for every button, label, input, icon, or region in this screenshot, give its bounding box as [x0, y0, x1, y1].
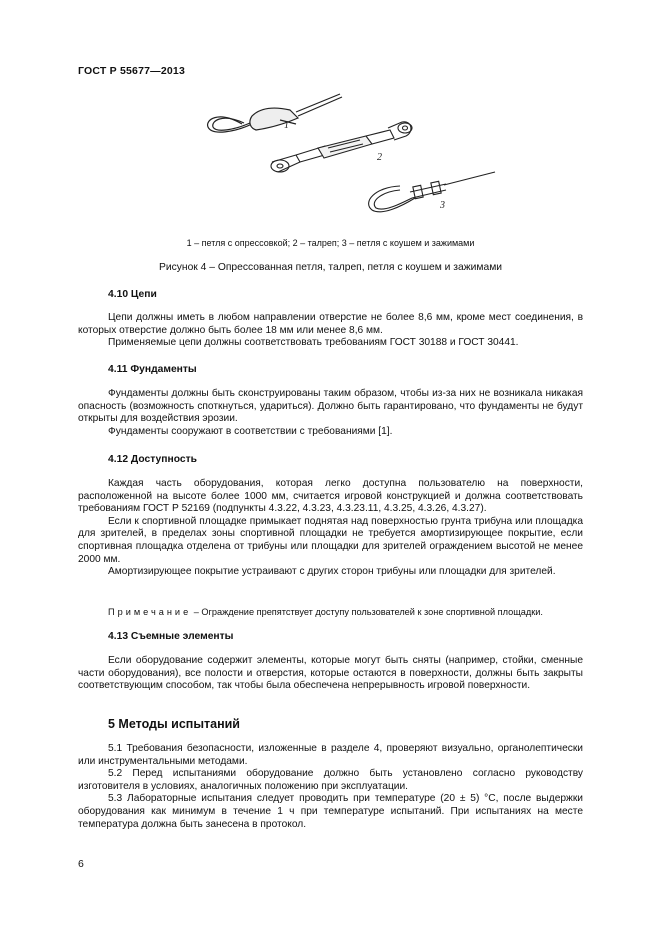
- figure-label-1: 1: [284, 120, 289, 131]
- section-title-4-10: 4.10 Цепи: [108, 289, 157, 300]
- paragraph: Если к спортивной площадке примыкает поднятая над поверхностью грунта трибуна или площадка для зрителей, в пределах зоны спортивной площадки не требуется амортизирующее покрытие, если спортивная площадка отделена от трибуны или площадки для зрителей ограждением высотой не менее 2000 мм.: [78, 515, 583, 565]
- section-title-4-13: 4.13 Съемные элементы: [108, 631, 234, 642]
- section-body-4-10: [78, 312, 583, 350]
- section-title-4-11: 4.11 Фундаменты: [108, 364, 197, 375]
- paragraph: Каждая часть оборудования, которая легко доступна пользователю на поверхности, расположенной на высоте более 1000 мм, считается игровой конструкцией и должна соответствовать требованиям ГОСТ Р 52169 (подпункты 4.3.22, 4.3.23, 4.3.23.11, 4.3.25, 4.3.26, 4.3.27).: [78, 478, 583, 515]
- section-title-5: 5 Методы испытаний: [108, 717, 240, 731]
- section-body-4-13: [78, 655, 583, 693]
- paragraph: 5.1 Требования безопасности, изложенные в разделе 4, проверяют визуально, органолептически или инструментальными методами.: [78, 743, 583, 767]
- pressed-loop-drawing: [208, 94, 342, 132]
- paragraph: 5.2 Перед испытаниями оборудование должно быть установлено согласно руководству изготовителя в условиях, аналогичных положению при эксплуатации.: [78, 768, 583, 792]
- paragraph: Применяемые цепи должны соответствовать требованиям ГОСТ 30188 и ГОСТ 30441.: [108, 337, 519, 349]
- figure-label-3: 3: [440, 200, 445, 211]
- paragraph: Если оборудование содержит элементы, которые могут быть сняты (например, стойки, сменные части оборудования), все полости и отверстия, которые остаются в поверхности, должны быть закрыты соответствующим способом, так чтобы была обеспечена непрерывность игровой поверхности.: [78, 655, 583, 692]
- figure-illustration: [200, 82, 510, 232]
- section-title-4-12: 4.12 Доступность: [108, 454, 197, 465]
- paragraph: Фундаменты сооружают в соответствии с требованиями [1].: [108, 425, 393, 437]
- paragraph: 5.3 Лабораторные испытания следует проводить при температуре (20 ± 5) °С, после выдержки оборудования как минимум в течение 1 ч при температуре испытаний. При испытаниях на месте температура должна быть занесена в протокол.: [78, 793, 583, 830]
- note-text: – Ограждение препятствует доступу пользователей к зоне спортивной площадки.: [191, 607, 543, 617]
- document-header: ГОСТ Р 55677—2013: [78, 65, 186, 77]
- section-body-4-11: [78, 388, 583, 438]
- turnbuckle-drawing: [271, 122, 412, 172]
- section-body-5: [78, 743, 583, 831]
- figure-legend: 1 – петля с опрессовкой; 2 – талреп; 3 – петля с коушем и зажимами: [186, 238, 475, 248]
- thimble-loop-drawing: [369, 172, 495, 212]
- paragraph: Фундаменты должны быть сконструированы таким образом, чтобы из-за них не возникала никакая опасность (возможность споткнуться, удариться). Должно быть гарантировано, что фундаменты не будут открыты для воздействия эрозии.: [78, 388, 583, 425]
- note: [108, 607, 543, 617]
- paragraph: Амортизирующее покрытие устраивают с других сторон трибуны или площадки для зрителей.: [108, 566, 556, 578]
- figure-label-2: 2: [377, 152, 382, 163]
- note-label: Примечание: [108, 607, 192, 617]
- section-body-4-12: [78, 478, 583, 579]
- page-number: 6: [78, 858, 84, 870]
- paragraph: Цепи должны иметь в любом направлении отверстие не более 8,6 мм, кроме мест соединения, в которых отверстие должно быть более 18 мм или менее 8,6 мм.: [78, 312, 583, 336]
- figure-caption: Рисунок 4 – Опрессованная петля, талреп, петля с коушем и зажимами: [158, 262, 503, 273]
